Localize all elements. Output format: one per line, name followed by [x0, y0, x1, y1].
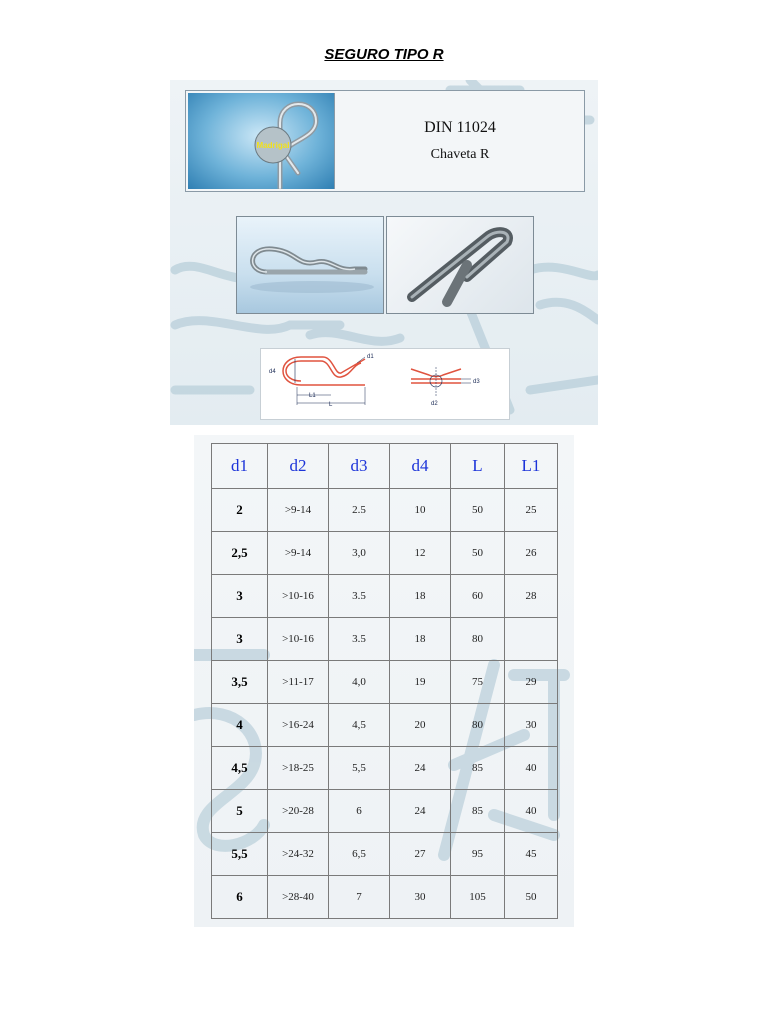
table-cell: 30: [390, 876, 451, 919]
table-cell: 85: [451, 790, 505, 833]
table-cell: 24: [390, 790, 451, 833]
table-cell: 4,5: [329, 704, 390, 747]
table-cell: >28-40: [268, 876, 329, 919]
table-cell: >18-25: [268, 747, 329, 790]
table-cell: >10-16: [268, 618, 329, 661]
table-cell: 50: [505, 876, 558, 919]
table-row: [212, 575, 558, 618]
dimensions-table-panel: [194, 435, 574, 927]
table-row: [212, 618, 558, 661]
product-name: Chaveta R: [430, 147, 490, 162]
table-cell: 24: [390, 747, 451, 790]
column-header: d3: [329, 444, 390, 489]
table-cell: 50: [451, 489, 505, 532]
product-photo-main: [188, 93, 335, 189]
table-cell: 75: [451, 661, 505, 704]
column-header: L: [451, 444, 505, 489]
table-cell: 5: [212, 790, 268, 833]
column-header: d2: [268, 444, 329, 489]
table-cell: 19: [390, 661, 451, 704]
table-cell: 45: [505, 833, 558, 876]
table-cell: >20-28: [268, 790, 329, 833]
page-title: SEGURO TIPO R: [324, 46, 444, 63]
table-row: [212, 532, 558, 575]
table-cell: 5,5: [329, 747, 390, 790]
table-cell: 95: [451, 833, 505, 876]
table-row: [212, 833, 558, 876]
r-clip-logo-image: [188, 93, 334, 189]
column-header: d4: [390, 444, 451, 489]
table-cell: >10-16: [268, 575, 329, 618]
header-box: [185, 90, 585, 192]
label-L: L: [329, 402, 333, 408]
table-row: [212, 704, 558, 747]
standard-label: DIN 11024: [424, 119, 496, 136]
table-cell: 85: [451, 747, 505, 790]
table-cell: [505, 618, 558, 661]
label-L1: L1: [309, 393, 316, 399]
table-cell: >11-17: [268, 661, 329, 704]
table-cell: 4,0: [329, 661, 390, 704]
table-cell: 30: [505, 704, 558, 747]
table-cell: 60: [451, 575, 505, 618]
product-photo-side: [236, 216, 384, 314]
table-cell: 12: [390, 532, 451, 575]
table-cell: 3,5: [212, 661, 268, 704]
table-cell: 6: [212, 876, 268, 919]
table-cell: 2: [212, 489, 268, 532]
table-cell: 3.5: [329, 618, 390, 661]
table-cell: 29: [505, 661, 558, 704]
table-cell: 3: [212, 618, 268, 661]
table-row: [212, 489, 558, 532]
table-row: [212, 876, 558, 919]
table-cell: >24-32: [268, 833, 329, 876]
table-cell: 27: [390, 833, 451, 876]
table-cell: 18: [390, 575, 451, 618]
table-cell: 80: [451, 704, 505, 747]
table-cell: >9-14: [268, 489, 329, 532]
table-header-row: [212, 444, 558, 489]
table-cell: 40: [505, 790, 558, 833]
table-cell: 2,5: [212, 532, 268, 575]
table-cell: 4,5: [212, 747, 268, 790]
table-cell: 40: [505, 747, 558, 790]
table-cell: >9-14: [268, 532, 329, 575]
label-d4: d4: [269, 369, 276, 375]
table-cell: 105: [451, 876, 505, 919]
header-text: [336, 91, 584, 191]
table-cell: 6,5: [329, 833, 390, 876]
product-photo-perspective: [386, 216, 534, 314]
table-cell: 4: [212, 704, 268, 747]
table-row: [212, 747, 558, 790]
table-cell: 5,5: [212, 833, 268, 876]
product-figure: [170, 80, 598, 425]
table-cell: 26: [505, 532, 558, 575]
dimensions-table: [211, 443, 558, 919]
table-cell: >16-24: [268, 704, 329, 747]
table-cell: 25: [505, 489, 558, 532]
table-cell: 7: [329, 876, 390, 919]
table-row: [212, 790, 558, 833]
table-cell: 28: [505, 575, 558, 618]
table-cell: 3.5: [329, 575, 390, 618]
column-header: L1: [505, 444, 558, 489]
r-clip-perspective-image: [387, 217, 534, 314]
table-row: [212, 661, 558, 704]
label-d1: d1: [367, 354, 374, 360]
dimension-drawing: [261, 349, 511, 421]
table-cell: 2.5: [329, 489, 390, 532]
table-cell: 20: [390, 704, 451, 747]
table-cell: 18: [390, 618, 451, 661]
dimension-diagram: [260, 348, 510, 420]
label-d3: d3: [473, 379, 480, 385]
table-cell: 6: [329, 790, 390, 833]
column-header: d1: [212, 444, 268, 489]
table-cell: 80: [451, 618, 505, 661]
table-cell: 10: [390, 489, 451, 532]
table-cell: 50: [451, 532, 505, 575]
logo-text: Madrigal: [256, 141, 290, 150]
label-d2: d2: [431, 401, 438, 407]
table-cell: 3: [212, 575, 268, 618]
table-cell: 3,0: [329, 532, 390, 575]
r-clip-side-image: [237, 217, 384, 314]
